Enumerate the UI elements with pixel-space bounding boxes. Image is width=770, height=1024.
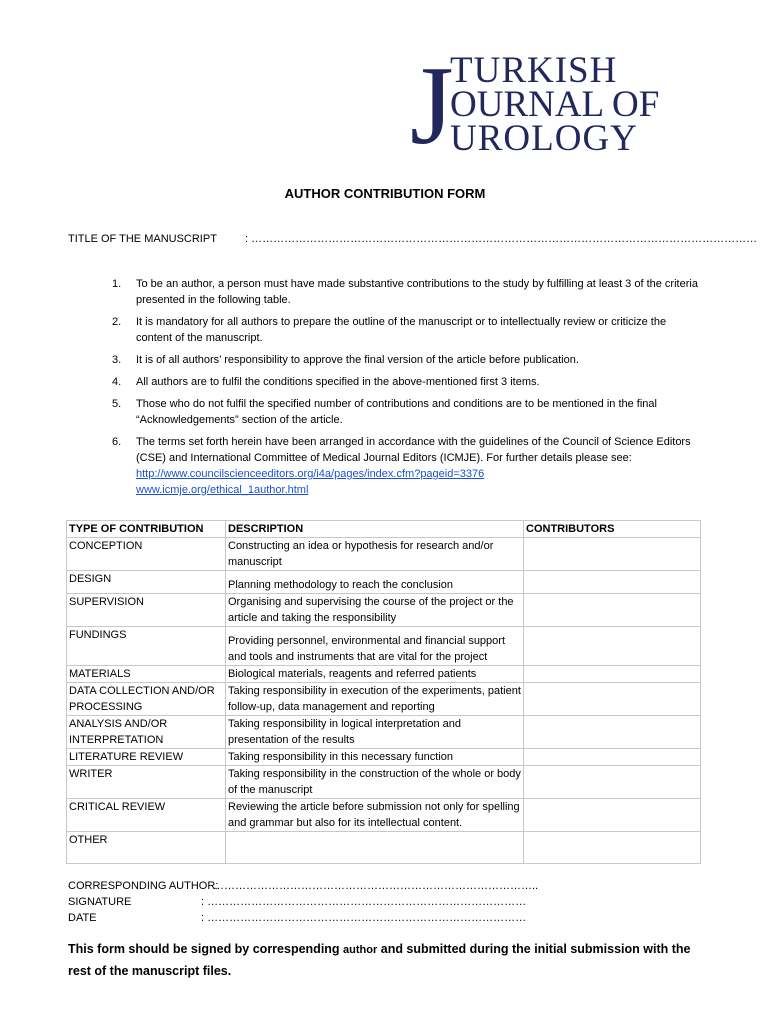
submission-note-part1: This form should be signed by correspending <box>68 942 344 956</box>
table-row <box>67 799 701 832</box>
rule-item <box>68 374 700 390</box>
rule-text: To be an author, a person must have made substantive contributions to the study by fulfilling at least 3 of the criteria presented in the following table. <box>136 278 698 306</box>
contribution-type: OTHER <box>67 832 226 864</box>
contribution-description: Taking responsibility in this necessary function <box>226 749 524 766</box>
signature-field[interactable]: : …………………………………………………………………………… <box>201 896 527 908</box>
rule-item <box>68 434 700 498</box>
table-row <box>67 571 701 594</box>
date-label: DATE <box>68 912 97 924</box>
contribution-description[interactable] <box>226 832 524 864</box>
manuscript-title-label: TITLE OF THE MANUSCRIPT <box>68 233 217 245</box>
signature-label: SIGNATURE <box>68 896 132 908</box>
contribution-table <box>66 520 701 864</box>
contributors-cell[interactable] <box>524 571 701 594</box>
contribution-type: DATA COLLECTION AND/OR PROCESSING <box>67 683 226 716</box>
logo-line-turkish: TURKISH <box>450 50 618 91</box>
rule-number: 6. <box>112 436 122 448</box>
manuscript-title-field[interactable]: : ………………………………………………………………………………………………………………………… <box>245 233 758 245</box>
header-contributors: CONTRIBUTORS <box>524 521 701 538</box>
rule-item <box>68 396 700 428</box>
date-field[interactable]: : …………………………………………………………………………… <box>201 912 527 924</box>
contribution-type: ANALYSIS AND/OR INTERPRETATION <box>67 716 226 749</box>
table-row <box>67 766 701 799</box>
rule-number: 1. <box>112 278 122 290</box>
rule-number: 3. <box>112 354 122 366</box>
rule-item <box>68 276 700 308</box>
contribution-type: WRITER <box>67 766 226 799</box>
contribution-description-cell <box>226 571 524 594</box>
contributors-cell[interactable] <box>524 666 701 683</box>
header-type: TYPE OF CONTRIBUTION <box>67 521 226 538</box>
rule-text: It is mandatory for all authors to prepare the outline of the manuscript or to intellectually review or criticize the content of the manuscript. <box>136 316 667 344</box>
signature-row <box>68 894 527 910</box>
contributors-cell[interactable] <box>524 716 701 749</box>
rule-number: 4. <box>112 376 122 388</box>
contribution-type: DESIGN <box>67 571 226 594</box>
corresponding-author-row <box>68 878 539 894</box>
contributors-cell[interactable] <box>524 832 701 864</box>
contribution-description: Taking responsibility in logical interpretation and presentation of the results <box>226 716 524 749</box>
corresponding-author-field[interactable]: …………………………………………………………………………….. <box>213 880 539 892</box>
contributors-cell[interactable] <box>524 538 701 571</box>
journal-logo <box>410 44 700 168</box>
table-row <box>67 832 701 864</box>
rule-number: 5. <box>112 398 122 410</box>
contributors-cell[interactable] <box>524 627 701 666</box>
submission-note <box>68 939 708 982</box>
table-row <box>67 683 701 716</box>
contributors-cell[interactable] <box>524 749 701 766</box>
rule-text: It is of all authors’ responsibility to approve the final version of the article before publication. <box>136 354 579 366</box>
contributors-cell[interactable] <box>524 799 701 832</box>
logo-line-journal-of: OURNAL OF <box>450 84 660 125</box>
contribution-description: Biological materials, reagents and referred patients <box>226 666 524 683</box>
logo-line-urology: UROLOGY <box>450 118 638 159</box>
rule-text: The terms set forth herein have been arranged in accordance with the guidelines of the Council of Science Editors (CSE) and International Committee of Medical Journal Editors (ICMJE). For further details please see: <box>136 436 691 464</box>
rule-text: All authors are to fulfil the conditions specified in the above-mentioned first 3 items. <box>136 376 540 388</box>
contributors-cell[interactable] <box>524 683 701 716</box>
header-description: DESCRIPTION <box>226 521 524 538</box>
rules-list <box>68 276 700 504</box>
date-row <box>68 910 527 926</box>
table-row <box>67 716 701 749</box>
contribution-type: FUNDINGS <box>67 627 226 666</box>
contribution-type: MATERIALS <box>67 666 226 683</box>
contribution-description: Constructing an idea or hypothesis for research and/or manuscript <box>226 538 524 571</box>
table-header-row <box>67 521 701 538</box>
table-row <box>67 666 701 683</box>
contribution-description: Providing personnel, environmental and financial support and tools and instruments that are vital for the project <box>228 635 506 663</box>
submission-note-part3: and submitted during the initial submission with the rest of the manuscript files. <box>68 942 691 978</box>
rule-number: 2. <box>112 316 122 328</box>
table-row <box>67 538 701 571</box>
contribution-description: Reviewing the article before submission not only for spelling and grammar but also for its intellectual content. <box>226 799 524 832</box>
corresponding-author-label: CORRESPONDING AUTHOR: <box>68 880 219 892</box>
contributors-cell[interactable] <box>524 594 701 627</box>
contribution-type: CONCEPTION <box>67 538 226 571</box>
icmje-link[interactable]: www.icmje.org/ethical_1author.html <box>136 484 309 496</box>
contribution-description: Taking responsibility in the construction of the whole or body of the manuscript <box>226 766 524 799</box>
logo-initial: J <box>410 44 452 168</box>
submission-note-author: author <box>343 944 378 956</box>
table-row <box>67 594 701 627</box>
cse-link[interactable]: http://www.councilscienceeditors.org/i4a/pages/index.cfm?pageid=3376 <box>136 468 485 480</box>
contribution-description: Organising and supervising the course of the project or the article and taking the responsibility <box>226 594 524 627</box>
form-title: AUTHOR CONTRIBUTION FORM <box>284 186 486 201</box>
rule-item <box>68 352 700 368</box>
contribution-description-cell <box>226 627 524 666</box>
contribution-type: LITERATURE REVIEW <box>67 749 226 766</box>
rule-item <box>68 314 700 346</box>
contributors-cell[interactable] <box>524 766 701 799</box>
contribution-type: SUPERVISION <box>67 594 226 627</box>
contribution-description: Planning methodology to reach the conclusion <box>228 579 454 591</box>
contribution-description: Taking responsibility in execution of the experiments, patient follow-up, data management and reporting <box>226 683 524 716</box>
table-row <box>67 749 701 766</box>
contribution-type: CRITICAL REVIEW <box>67 799 226 832</box>
rule-text: Those who do not fulfil the specified number of contributions and conditions are to be mentioned in the final “Acknowledgements” section of the article. <box>136 398 657 426</box>
table-row <box>67 627 701 666</box>
